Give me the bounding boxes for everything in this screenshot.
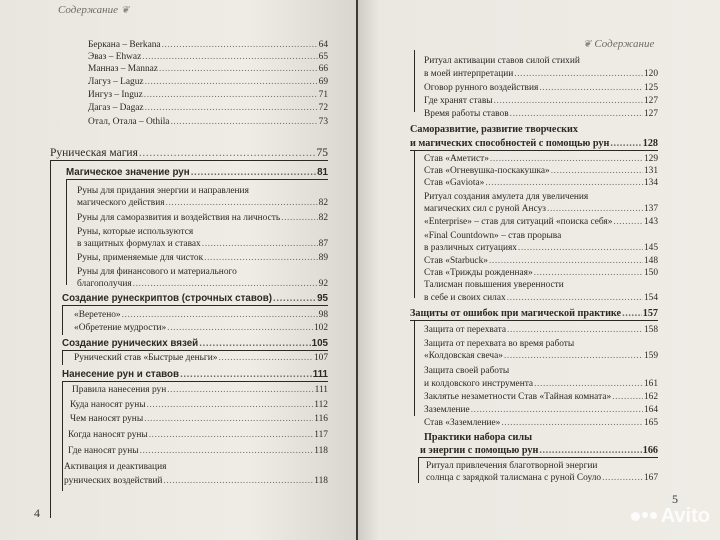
section-underline (62, 350, 328, 351)
toc-entry: Став «Аметист» ..... 129 (424, 154, 658, 165)
header-ornament-icon: ❦ (583, 39, 592, 50)
toc-entry: Заземление ..... 164 (424, 405, 658, 416)
chapter-underline (50, 160, 328, 161)
toc-section: Создание рунескриптов (строчных ставов) ..... 95 (62, 293, 328, 304)
toc-entry: Правила нанесения рун ..... 111 (72, 385, 328, 396)
section-underline (62, 305, 328, 306)
toc-entry: «Final Countdown» – став прорыва (424, 231, 562, 241)
section-bracket (414, 150, 415, 298)
toc-entry: Став «Заземление» ..... 165 (424, 418, 658, 429)
toc-entry: «Колдовская свеча» ..... 159 (424, 351, 658, 362)
toc-entry: Руны для придания энергии и направления (77, 186, 249, 196)
section-underline (418, 457, 658, 458)
toc-entry: солнца с зарядкой талисмана с руной Соуло ..... 167 (426, 473, 658, 484)
toc-entry: Руны для саморазвития и воздействия на личность ..... 82 (77, 213, 328, 224)
toc-chapter: Руническая магия ..... 75 (50, 148, 328, 159)
toc-entry: рунических воздействий ..... 118 (64, 476, 328, 487)
toc-section: Саморазвитие, развитие творческих (410, 124, 578, 135)
toc-entry: магического действия ..... 82 (77, 198, 328, 209)
toc-entry: Защита от перехвата во время работы (424, 339, 575, 349)
chapter-bracket (50, 160, 51, 518)
toc-entry: в моей интерпретации ..... 120 (424, 69, 658, 80)
toc-entry: Куда наносят руны ..... 112 (70, 400, 328, 411)
section-bracket (418, 457, 419, 483)
section-bracket (62, 381, 63, 491)
toc-entry: Эваз – Ehwaz ..... 65 (88, 52, 328, 63)
toc-entry: благополучия ..... 92 (77, 279, 328, 290)
toc-entry: Став «Gaviota» ..... 134 (424, 178, 658, 189)
toc-entry: Ритуал создания амулета для увеличения (424, 192, 589, 202)
toc-entry: Став «Трижды рожденная» ..... 150 (424, 268, 658, 279)
section-bracket (414, 320, 415, 416)
right-page (358, 0, 720, 540)
toc-entry: Руны, которые используются (77, 227, 194, 237)
toc-entry: в различных ситуациях ..... 145 (424, 243, 658, 254)
toc-section: Нанесение рун и ставов ..... 111 (62, 369, 328, 380)
toc-entry: в себе и своих силах ..... 154 (424, 293, 658, 304)
page-number-left: 4 (34, 506, 40, 520)
toc-entry: Активация и деактивация (64, 462, 167, 472)
section-underline (410, 150, 658, 151)
toc-section: и энергии с помощью рун ..... 166 (420, 445, 658, 456)
toc-entry: Беркана – Berkana ..... 64 (88, 40, 328, 51)
avito-logo-icon (631, 512, 657, 521)
toc-entry: Став «Starbuck» ..... 148 (424, 256, 658, 267)
toc-section: Создание рунических вязей ..... 105 (62, 338, 328, 349)
section-bracket (414, 50, 415, 112)
toc-entry: Оговор рунного воздействия ..... 125 (424, 83, 658, 94)
section-underline (410, 320, 658, 321)
running-header-right: ❦ Содержание (583, 38, 655, 50)
toc-entry: Время работы ставов ..... 127 (424, 109, 658, 120)
header-ornament-icon: ❦ (121, 5, 130, 16)
avito-watermark: Avito (631, 505, 710, 528)
page-number-right: 5 (672, 492, 678, 506)
toc-entry: Рунический став «Быстрые деньги» ..... 107 (74, 353, 328, 364)
toc-entry: Руны для финансового и материального (77, 267, 237, 277)
toc-entry: Защита от перехвата ..... 158 (424, 325, 658, 336)
toc-section: и магических способностей с помощью рун ..... 128 (410, 138, 658, 149)
section-bracket (62, 305, 63, 335)
toc-entry: Когда наносят руны ..... 117 (68, 430, 328, 441)
toc-entry: «Веретено» ..... 98 (74, 310, 328, 321)
toc-entry: и колдовского инструмента ..... 161 (424, 379, 658, 390)
toc-entry: Дагаз – Dagaz ..... 72 (88, 103, 328, 114)
toc-entry: Лагуз – Laguz ..... 69 (88, 77, 328, 88)
section-bracket (62, 350, 63, 365)
toc-entry: Где наносят руны ..... 118 (68, 446, 328, 457)
toc-section: Магическое значение рун ..... 81 (66, 167, 328, 178)
section-underline (62, 381, 328, 382)
toc-entry: Заклятье незаметности Став «Тайная комната» ..... 162 (424, 392, 658, 403)
toc-entry: «Обретение мудрости» ..... 102 (74, 323, 328, 334)
toc-entry: Манназ – Mannaz ..... 66 (88, 64, 328, 75)
toc-entry: Руны, применяемые для чисток ..... 89 (77, 253, 328, 264)
section-bracket (66, 179, 67, 285)
toc-entry: Ритуал привлечения благотворной энергии (426, 461, 598, 471)
toc-entry: Став «Огневушка-поскакушка» ..... 131 (424, 166, 658, 177)
toc-entry: «Enterprise» – став для ситуаций «поиска себя» ..... 143 (424, 217, 658, 228)
toc-entry: магических сил с руной Ансуз ..... 137 (424, 204, 658, 215)
left-page (0, 0, 356, 540)
toc-section: Практики набора силы (424, 432, 533, 443)
toc-entry: Отал, Отала – Othila ..... 73 (88, 117, 328, 128)
toc-section: Защиты от ошибок при магической практике ..... 157 (410, 308, 658, 319)
toc-entry: Где хранят ставы ..... 127 (424, 96, 658, 107)
toc-entry: Ингуз – Inguz ..... 71 (88, 90, 328, 101)
running-header-left: Содержание ❦ (58, 4, 130, 16)
toc-entry: Чем наносят руны ..... 116 (70, 414, 328, 425)
section-underline (66, 179, 328, 180)
toc-entry: в защитных формулах и ставах ..... 87 (77, 239, 328, 250)
toc-entry: Ритуал активации ставов силой стихий (424, 56, 580, 66)
toc-entry: Защита своей работы (424, 366, 510, 376)
toc-entry: Талисман повышения уверенности (424, 280, 564, 290)
